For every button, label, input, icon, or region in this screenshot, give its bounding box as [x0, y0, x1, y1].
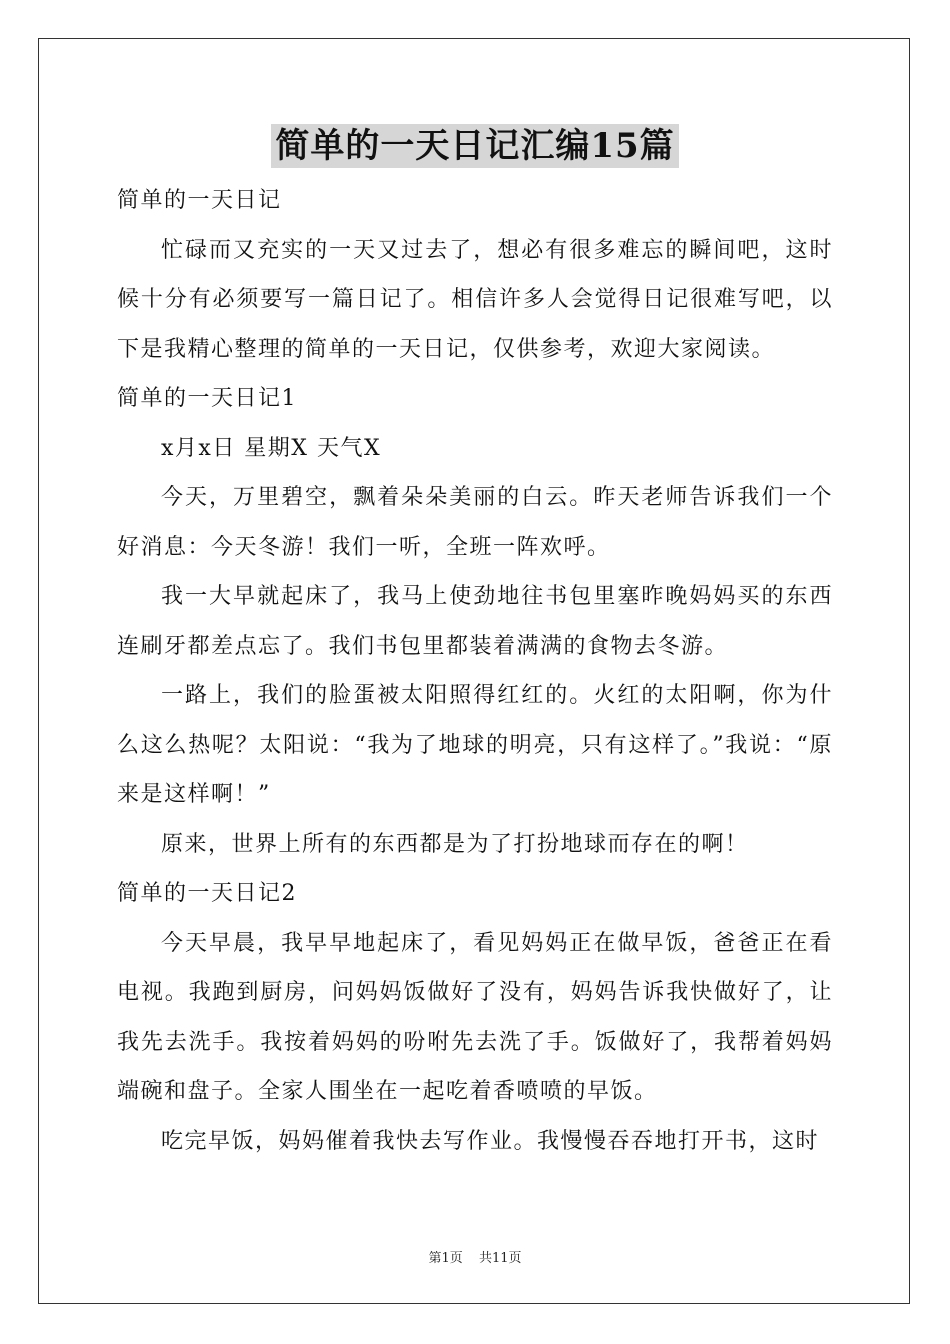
- body-paragraph: x月x日 星期X 天气X: [161, 435, 382, 461]
- body-paragraph: 一路上，我们的脸蛋被太阳照得红红的。火红的太阳啊，你为什么这么热呢？太阳说：“我为了地球的明亮，只有这样了。”我说：“原来是这样啊！”: [117, 683, 833, 807]
- body-paragraph: 忙碌而又充实的一天又过去了，想必有很多难忘的瞬间吧，这时候十分有必须要写一篇日记了。相信许多人会觉得日记很难写吧，以下是我精心整理的简单的一天日记，仅供参考，欢迎大家阅读。: [117, 237, 833, 362]
- title-wrap: [0, 124, 950, 168]
- body-paragraph: 原来，世界上所有的东西都是为了打扮地球而存在的啊！: [161, 831, 749, 857]
- page-number: 第1页: [428, 1251, 463, 1266]
- section-heading: 简单的一天日记: [117, 188, 282, 213]
- section-heading: 简单的一天日记1: [117, 386, 297, 411]
- page-footer: [0, 1247, 950, 1266]
- document-title: 简单的一天日记汇编15篇: [271, 124, 678, 168]
- body-paragraph: 今天，万里碧空，飘着朵朵美丽的白云。昨天老师告诉我们一个好消息：今天冬游！我们一听，全班一阵欢呼。: [117, 485, 833, 560]
- document-body: [117, 176, 833, 1166]
- page-total: 共11页: [478, 1251, 522, 1266]
- body-paragraph: 吃完早饭，妈妈催着我快去写作业。我慢慢吞吞地打开书，这时: [161, 1128, 820, 1154]
- section-heading: 简单的一天日记2: [117, 881, 297, 906]
- body-paragraph: 我一大早就起床了，我马上使劲地往书包里塞昨晚妈妈买的东西连刷牙都差点忘了。我们书包里都装着满满的食物去冬游。: [117, 584, 833, 659]
- body-paragraph: 今天早晨，我早早地起床了，看见妈妈正在做早饭，爸爸正在看电视。我跑到厨房，问妈妈饭做好了没有，妈妈告诉我快做好了，让我先去洗手。我按着妈妈的吩咐先去洗了手。饭做好了，我帮着妈妈端碗和盘子。全家人围坐在一起吃着香喷喷的早饭。: [117, 930, 833, 1104]
